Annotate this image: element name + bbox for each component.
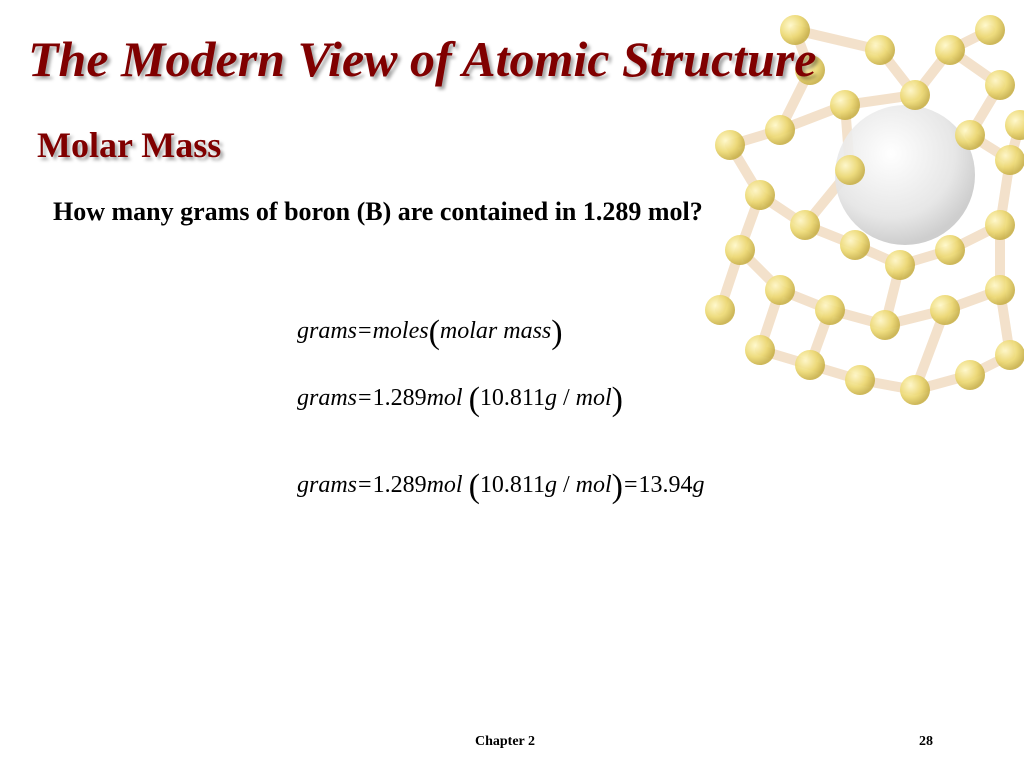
eq1-mass: mass	[503, 318, 552, 344]
eq2-molar-mass-value: 10.811	[479, 385, 545, 411]
slide-title: The Modern View of Atomic Structure	[28, 31, 817, 87]
eq3-result-equals: =	[624, 472, 638, 498]
eq3-slash: /	[563, 472, 570, 498]
equation-3	[297, 470, 705, 504]
molecule-atom	[995, 145, 1024, 175]
eq3-close-paren: )	[611, 468, 623, 505]
molecule-atom	[985, 70, 1015, 100]
molecule-atom	[765, 275, 795, 305]
molecule-atom	[870, 310, 900, 340]
footer-chapter: Chapter 2	[475, 734, 536, 749]
eq2-close-paren: )	[611, 381, 623, 418]
molecule-atom	[955, 360, 985, 390]
molecule-atom	[815, 295, 845, 325]
eq2-lhs: grams	[297, 385, 358, 411]
molecule-atom	[900, 375, 930, 405]
eq1-lhs: grams	[297, 318, 358, 344]
molecule-atom	[935, 35, 965, 65]
eq1-moles: moles	[372, 318, 429, 344]
molecule-atom	[845, 365, 875, 395]
footer-page-number: 28	[919, 734, 933, 749]
eq2-per-mol-unit: mol	[575, 385, 612, 411]
eq1-equals: =	[358, 318, 372, 344]
molecule-atom	[715, 130, 745, 160]
molecule-atom	[955, 120, 985, 150]
molecule-atom	[885, 250, 915, 280]
molecule-atom	[725, 235, 755, 265]
molecule-atom	[865, 35, 895, 65]
molecule-atom	[985, 210, 1015, 240]
equation-1	[297, 316, 563, 350]
molecule-atom	[995, 340, 1024, 370]
eq1-close-paren: )	[551, 314, 563, 351]
eq3-moles-value: 1.289	[372, 472, 427, 498]
molecule-atom	[900, 80, 930, 110]
eq3-g-unit: g	[545, 472, 557, 498]
eq3-lhs: grams	[297, 472, 358, 498]
molecule-atom	[840, 230, 870, 260]
eq2-moles-value: 1.289	[372, 385, 427, 411]
molecule-atom	[835, 155, 865, 185]
molecule-atom	[790, 210, 820, 240]
eq3-open-paren: (	[468, 468, 480, 505]
question-text: How many grams of boron (B) are contained in 1.289 mol?	[53, 197, 703, 226]
molecule-atom	[930, 295, 960, 325]
eq3-per-mol-unit: mol	[575, 472, 612, 498]
molecule-atom	[1005, 110, 1024, 140]
molecule-atom	[795, 350, 825, 380]
eq2-open-paren: (	[468, 381, 480, 418]
eq3-equals: =	[358, 472, 372, 498]
slide-subtitle: Molar Mass	[37, 125, 222, 165]
eq3-molar-mass-value: 10.811	[479, 472, 545, 498]
eq2-mol-unit: mol	[426, 385, 463, 411]
eq2-equals: =	[358, 385, 372, 411]
molecule-atom	[745, 335, 775, 365]
molecule-atom	[975, 15, 1005, 45]
eq2-slash: /	[563, 385, 570, 411]
molecule-atom	[830, 90, 860, 120]
eq3-mol-unit: mol	[426, 472, 463, 498]
molecule-atom	[765, 115, 795, 145]
eq2-g-unit: g	[545, 385, 557, 411]
eq3-result-value: 13.94	[638, 472, 693, 498]
eq1-molar: molar	[439, 318, 498, 344]
molecule-atom	[705, 295, 735, 325]
molecule-atom	[935, 235, 965, 265]
molecule-atom	[745, 180, 775, 210]
molecule-atom	[985, 275, 1015, 305]
eq3-result-unit: g	[692, 472, 705, 498]
eq1-open-paren: (	[428, 314, 440, 351]
equation-2	[297, 383, 623, 417]
